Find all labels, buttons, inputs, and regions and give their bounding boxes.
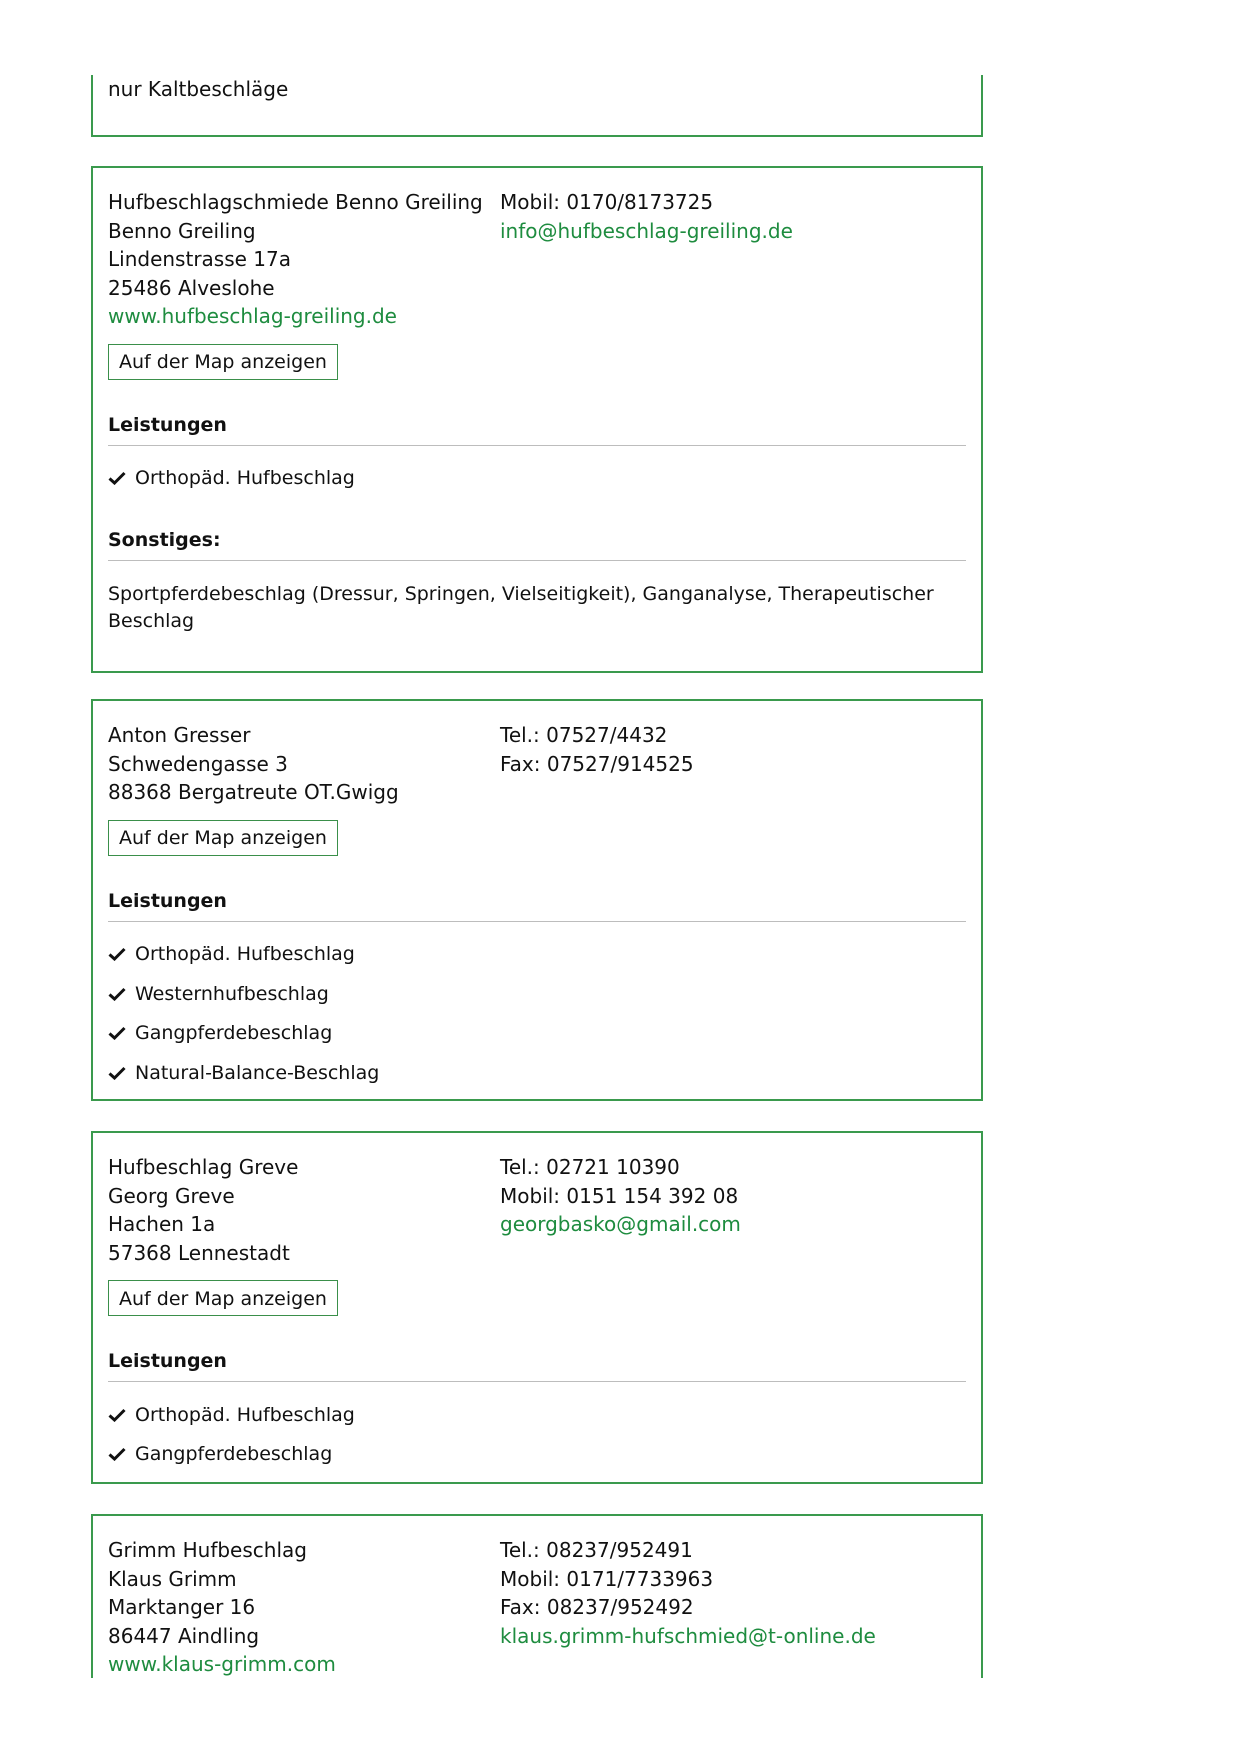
contact-person: Klaus Grimm xyxy=(108,1566,237,1591)
service-label: Westernhufbeschlag xyxy=(135,982,329,1005)
postal-city: 57368 Lennestadt xyxy=(108,1240,290,1265)
service-item xyxy=(108,1395,966,1435)
fax-number: Fax: 08237/952492 xyxy=(500,1595,694,1619)
checkmark-icon xyxy=(108,987,126,1001)
service-label: Gangpferdebeschlag xyxy=(135,1022,333,1045)
checkmark-icon xyxy=(108,1066,126,1080)
phone-block xyxy=(500,721,966,807)
mobile-number: Mobil: 0151 154 392 08 xyxy=(500,1183,739,1208)
service-item xyxy=(108,974,966,1014)
services-heading: Leistungen xyxy=(108,414,966,446)
address-block xyxy=(108,721,500,807)
address-block xyxy=(108,188,500,331)
checkmark-icon xyxy=(108,947,126,961)
contact-person: Benno Greiling xyxy=(108,218,256,243)
address-block xyxy=(108,1153,500,1267)
services-list xyxy=(108,935,966,1093)
service-label: Orthopäd. Hufbeschlag xyxy=(135,467,355,490)
business-name: Grimm Hufbeschlag xyxy=(108,1538,307,1562)
service-item xyxy=(108,1435,966,1475)
services-heading: Leistungen xyxy=(108,890,966,922)
contact-row xyxy=(108,188,966,331)
service-label: Orthopäd. Hufbeschlag xyxy=(135,943,355,966)
business-name: Hufbeschlag Greve xyxy=(108,1155,299,1179)
contact-row xyxy=(108,721,966,807)
other-heading: Sonstiges: xyxy=(108,529,966,561)
phone-block xyxy=(500,188,966,331)
email-link[interactable]: klaus.grimm-hufschmied@t-online.de xyxy=(500,1623,876,1648)
card-trailing-text: nur Kaltbeschläge xyxy=(108,77,289,101)
website-link[interactable]: www.klaus-grimm.com xyxy=(108,1652,336,1676)
checkmark-icon xyxy=(108,1447,126,1461)
phone-block xyxy=(500,1153,966,1267)
checkmark-icon xyxy=(108,471,126,485)
service-label: Gangpferdebeschlag xyxy=(135,1443,333,1466)
mobile-number: Mobil: 0171/7733963 xyxy=(500,1566,714,1591)
service-label: Natural-Balance-Beschlag xyxy=(135,1061,380,1084)
show-on-map-button[interactable]: Auf der Map anzeigen xyxy=(108,344,338,380)
service-item xyxy=(108,935,966,975)
services-list xyxy=(108,459,966,499)
postal-city: 88368 Bergatreute OT.Gwigg xyxy=(108,780,399,804)
street: Hachen 1a xyxy=(108,1212,216,1236)
service-label: Orthopäd. Hufbeschlag xyxy=(135,1403,355,1426)
mobile-number: Mobil: 0170/8173725 xyxy=(500,190,714,214)
farrier-card xyxy=(91,1131,983,1484)
contact-row xyxy=(108,1536,966,1679)
service-item xyxy=(108,459,966,499)
business-name: Hufbeschlagschmiede Benno Greiling xyxy=(108,190,483,214)
phone-block xyxy=(500,1536,966,1679)
services-list xyxy=(108,1395,966,1474)
email-link[interactable]: georgbasko@gmail.com xyxy=(500,1212,741,1236)
business-name: Anton Gresser xyxy=(108,723,251,747)
farrier-card xyxy=(91,699,983,1101)
contact-row xyxy=(108,1153,966,1267)
service-item xyxy=(108,1014,966,1054)
phone-number: Tel.: 02721 10390 xyxy=(500,1155,680,1179)
fax-number: Fax: 07527/914525 xyxy=(500,751,694,776)
website-link[interactable]: www.hufbeschlag-greiling.de xyxy=(108,304,397,328)
phone-number: Tel.: 08237/952491 xyxy=(500,1538,693,1562)
postal-city: 86447 Aindling xyxy=(108,1623,260,1648)
service-item xyxy=(108,1053,966,1093)
services-heading: Leistungen xyxy=(108,1350,966,1382)
farrier-card xyxy=(91,75,983,137)
street: Lindenstrasse 17a xyxy=(108,247,291,271)
street: Schwedengasse 3 xyxy=(108,751,288,776)
contact-person: Georg Greve xyxy=(108,1183,235,1208)
farrier-card xyxy=(91,166,983,673)
email-link[interactable]: info@hufbeschlag-greiling.de xyxy=(500,218,793,243)
show-on-map-button[interactable]: Auf der Map anzeigen xyxy=(108,1280,338,1316)
other-text: Sportpferdebeschlag (Dressur, Springen, Vielseitigkeit), Ganganalyse, Therapeutischer Beschlag xyxy=(108,583,934,632)
checkmark-icon xyxy=(108,1408,126,1422)
farrier-card xyxy=(91,1514,983,1678)
phone-number: Tel.: 07527/4432 xyxy=(500,723,668,747)
show-on-map-button[interactable]: Auf der Map anzeigen xyxy=(108,820,338,856)
street: Marktanger 16 xyxy=(108,1595,256,1619)
checkmark-icon xyxy=(108,1026,126,1040)
postal-city: 25486 Alveslohe xyxy=(108,275,275,300)
address-block xyxy=(108,1536,500,1679)
